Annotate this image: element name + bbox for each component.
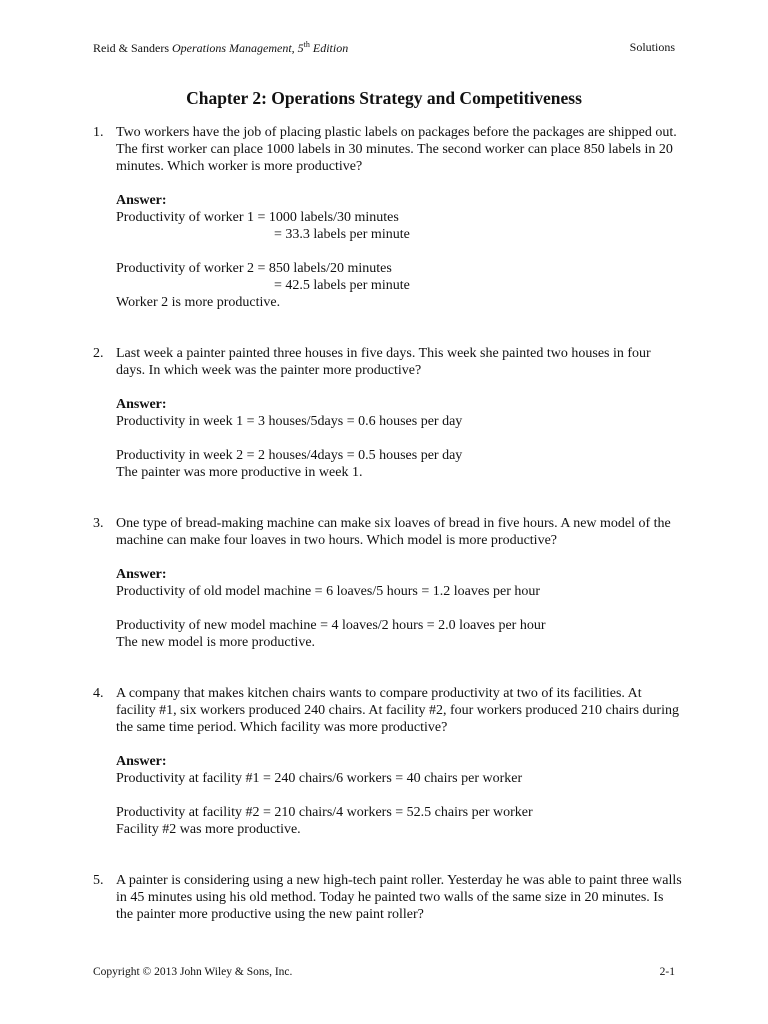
question-text: A painter is considering using a new high-tech paint roller. Yesterday he was able to paint three walls in 45 minutes using his old method. Today he painted two walls of the same size in 20 minutes. Is the painter more productive using the new paint roller? (116, 873, 682, 922)
header-solutions: Solutions (629, 40, 675, 54)
answer-conclusion: Worker 2 is more productive. (116, 295, 281, 310)
answer-line: = 33.3 labels per minute (274, 227, 410, 242)
answer-conclusion: Facility #2 was more productive. (116, 822, 301, 837)
question-number: 1. (93, 125, 104, 140)
copyright: Copyright © 2013 John Wiley & Sons, Inc. (93, 966, 293, 978)
page-footer (93, 966, 675, 978)
answer-line: Productivity of old model machine = 6 loaves/5 hours = 1.2 loaves per hour (116, 584, 541, 599)
question-text: Two workers have the job of placing plastic labels on packages before the packages are shipped out. The first worker can place 1000 labels in 30 minutes. The second worker can place 850 labels in 20 minutes. Which worker is more productive? (116, 125, 677, 174)
answer-line: Productivity of worker 2 = 850 labels/20 minutes (116, 261, 392, 276)
answer-conclusion: The new model is more productive. (116, 635, 316, 650)
answer-line: Productivity at facility #1 = 240 chairs/6 workers = 40 chairs per worker (116, 771, 523, 786)
answer-line: Productivity of new model machine = 4 loaves/2 hours = 2.0 loaves per hour (116, 618, 546, 633)
answer-line: Productivity in week 1 = 3 houses/5days = 0.6 houses per day (116, 414, 463, 429)
question-number: 5. (93, 873, 104, 888)
question-4 (93, 685, 683, 838)
question-3 (93, 515, 683, 651)
page-number: 2-1 (659, 966, 675, 978)
answer-conclusion: The painter was more productive in week 1. (116, 465, 363, 480)
question-text: A company that makes kitchen chairs wants to compare productivity at two of its facilities. At facility #1, six workers produced 240 chairs. At facility #2, four workers produced 210 chairs during the same time period. Which facility was more productive? (116, 686, 679, 735)
question-5 (93, 872, 683, 923)
answer-label: Answer: (116, 193, 167, 208)
question-1 (93, 124, 683, 311)
answer-line: Productivity at facility #2 = 210 chairs/4 workers = 52.5 chairs per worker (116, 805, 533, 820)
question-number: 2. (93, 346, 104, 361)
page-header (93, 40, 675, 56)
chapter-title: Chapter 2: Operations Strategy and Competitiveness (186, 88, 582, 108)
question-text: One type of bread-making machine can make six loaves of bread in five hours. A new model of the machine can make four loaves in two hours. Which model is more productive? (116, 516, 671, 548)
answer-label: Answer: (116, 567, 167, 582)
answer-line: = 42.5 labels per minute (274, 278, 410, 293)
question-2 (93, 345, 683, 481)
answer-label: Answer: (116, 754, 167, 769)
question-number: 3. (93, 516, 104, 531)
question-text: Last week a painter painted three houses in five days. This week she painted two houses in four days. In which week was the painter more productive? (116, 346, 651, 378)
question-number: 4. (93, 686, 104, 701)
document-body (93, 124, 683, 923)
book-title: Reid & Sanders Operations Management, 5th Edition (93, 40, 349, 55)
answer-label: Answer: (116, 397, 167, 412)
answer-line: Productivity of worker 1 = 1000 labels/30 minutes (116, 210, 399, 225)
answer-line: Productivity in week 2 = 2 houses/4days = 0.5 houses per day (116, 448, 463, 463)
